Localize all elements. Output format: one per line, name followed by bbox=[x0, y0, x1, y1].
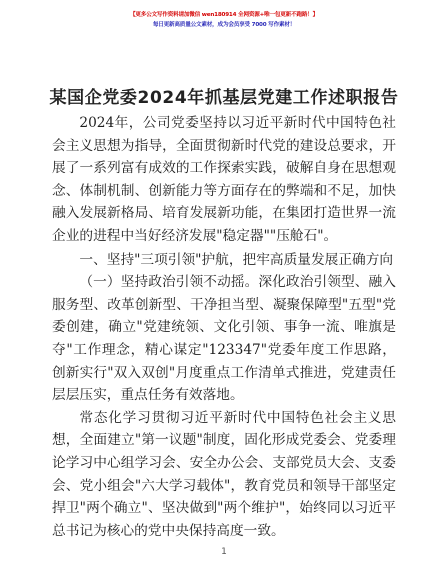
body-paragraph: 常态化学习贯彻习近平新时代中国特色社会主义思想，全面建立"第一议题"制度，固化形成党委会、党委理论学习中心组学习会、安全办公会、支部党员大会、支委会、党小组会"六大学习载体"，教育党员和领导干部坚定捍卫"两个确立"、坚决做到"两个维护"，始终同以习近平总书记为核心的党中央保持高度一致。 bbox=[52, 409, 396, 539]
document-body bbox=[52, 112, 396, 542]
promo-banner-blue: 每日更新高质量公文素材，成为会员享受 7000 写作素材！ bbox=[152, 22, 296, 28]
page-number: 1 bbox=[221, 547, 227, 557]
intro-paragraph: 2024年，公司党委坚持以习近平新时代中国特色社会主义思想为指导，全面贯彻新时代党的建设总要求，开展了一系列富有成效的工作探索实践，破解自身在思想观念、体制机制、创新能力等方面存在的弊端和不足，加快融入发展新格局、培育发展新功能，在集团打造世界一流企业的进程中当好经济发展"稳定器""压舱石"。 bbox=[52, 115, 396, 244]
promo-banner-red: 【更多公文写作资料请加微信 wen180914 全网资源+唯一包更新不跑路！】 bbox=[129, 12, 319, 18]
subsection-paragraph: （一）坚持政治引领不动摇。深化政治引领型、融入服务型、改革创新型、干净担当型、凝聚保障型"五型"党委创建，确立"党建统领、文化引领、事争一流、唯旗是夺"工作理念，精心谋定"123347"党委年度工作思路，创新实行"双入双创"月度重点工作清单式推进，党建责任层层压实，重点任务有效落地。 bbox=[52, 274, 396, 404]
document-title: 某国企党委2024年抓基层党建工作述职报告 bbox=[49, 88, 399, 108]
section-heading: 一、坚持"三项引领"护航，把牢高质量发展正确方向 bbox=[79, 251, 394, 268]
